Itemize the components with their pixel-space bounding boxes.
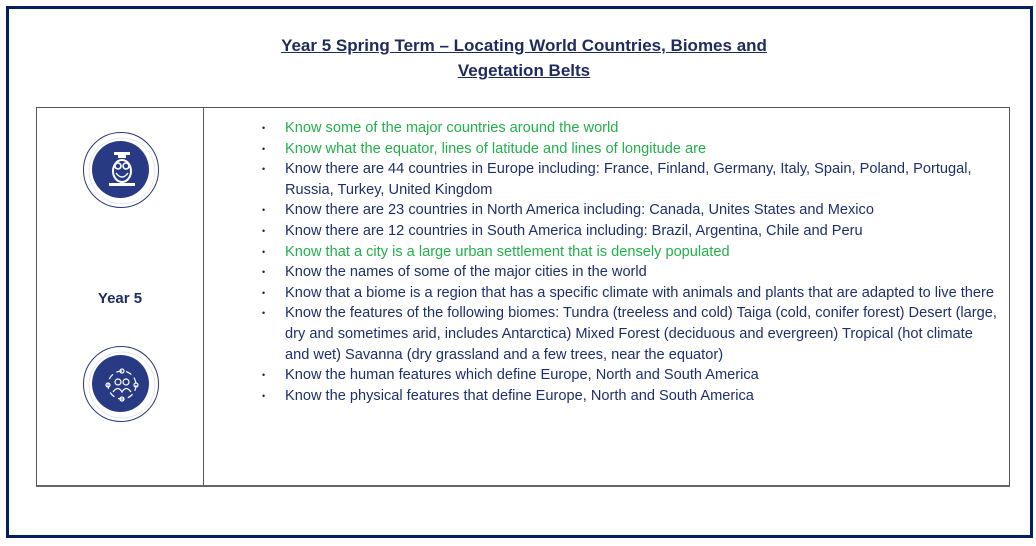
title-line-2: Vegetation Belts (457, 61, 591, 80)
objective-item: • Know there are 44 countries in Europe including: France, Finland, Germany, Italy, Spain, Poland, Portugal, Russia, Turkey, United Kingdom (267, 159, 997, 200)
school-logo-people (83, 346, 159, 422)
people-network-icon (104, 367, 140, 403)
page-frame (6, 6, 1033, 538)
objective-item: • Know what the equator, lines of latitude and lines of longitude are (267, 139, 997, 160)
owl-icon (106, 151, 138, 191)
objective-item: • Know the physical features that define Europe, North and South America (267, 386, 997, 407)
objective-item: • Know some of the major countries around the world (267, 118, 997, 139)
school-logo-owl (83, 132, 159, 208)
objective-item: • Know that a biome is a region that has a specific climate with animals and plants that are adapted to live there (267, 283, 997, 304)
objective-item: • Know there are 12 countries in South America including: Brazil, Argentina, Chile and Peru (267, 221, 997, 242)
objective-item: • Know the features of the following biomes: Tundra (treeless and cold) Taiga (cold, conifer forest) Desert (large, dry and sometimes arid, includes Antarctica) Mixed Forest (deciduous and evergreen) Tropical (hot climate and wet) Savanna (dry grassland and a few trees, near the equator) (267, 303, 997, 365)
objectives-list (267, 118, 997, 406)
objective-item: • Know there are 23 countries in North America including: Canada, Unites States and Mexico (267, 200, 997, 221)
objectives-table (36, 107, 1010, 487)
objective-item: • Know the names of some of the major cities in the world (267, 262, 997, 283)
page-title (9, 33, 1036, 83)
title-line-1: Year 5 Spring Term – Locating World Countries, Biomes and (281, 36, 767, 55)
objective-item: • Know the human features which define Europe, North and South America (267, 365, 997, 386)
year-label: Year 5 (97, 290, 143, 307)
column-divider (203, 108, 204, 485)
objective-item: • Know that a city is a large urban settlement that is densely populated (267, 242, 997, 263)
